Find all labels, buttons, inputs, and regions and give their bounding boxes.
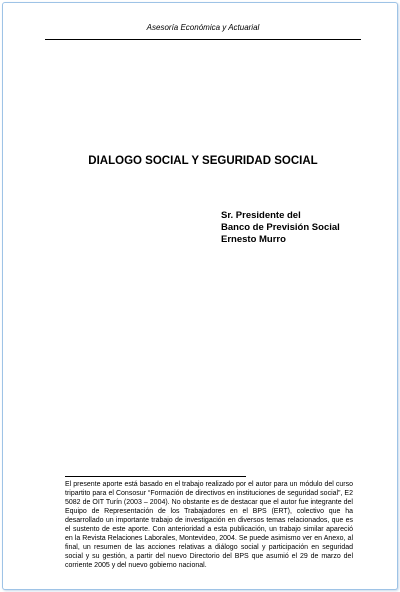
author-line-1: Sr. Presidente del [221, 210, 301, 221]
header-rule [45, 39, 361, 40]
document-title: DIALOGO SOCIAL Y SEGURIDAD SOCIAL [88, 155, 318, 167]
author-line-2: Banco de Previsión Social [221, 222, 340, 233]
author-line-3: Ernesto Murro [221, 234, 286, 245]
author-block [221, 210, 340, 246]
footnote-rule [65, 476, 246, 477]
running-header: Asesoría Económica y Actuarial [146, 23, 260, 32]
footnote-text: El presente aporte está basado en el trabajo realizado por el autor para un módulo del curso tripartito para el Consosur “Formación de directivos en instituciones de seguridad social”, E2 5082 de OIT Turín (2003 – 2004). No obstante es de destacar que el autor fue integrante del Equipo de Representación de los Trabajadores en el BPS (ERT), colectivo que ha desarrollado un importante trabajo de investigación en diversos temas relacionados, que es el sustento de este aporte. Con anterioridad a esta publicación, un trabajo similar apareció en la Revista Relaciones Laborales, Montevideo, 2004. Se puede asimismo ver en Anexo, al final, un resumen de las acciones relativas a diálogo social y participación en seguridad social y su gestión, a partir del nuevo Directorio del BPS que asumió el 29 de marzo del corriente 2005 y del nuevo gobierno nacional. [65, 481, 353, 569]
document-page [2, 2, 398, 590]
